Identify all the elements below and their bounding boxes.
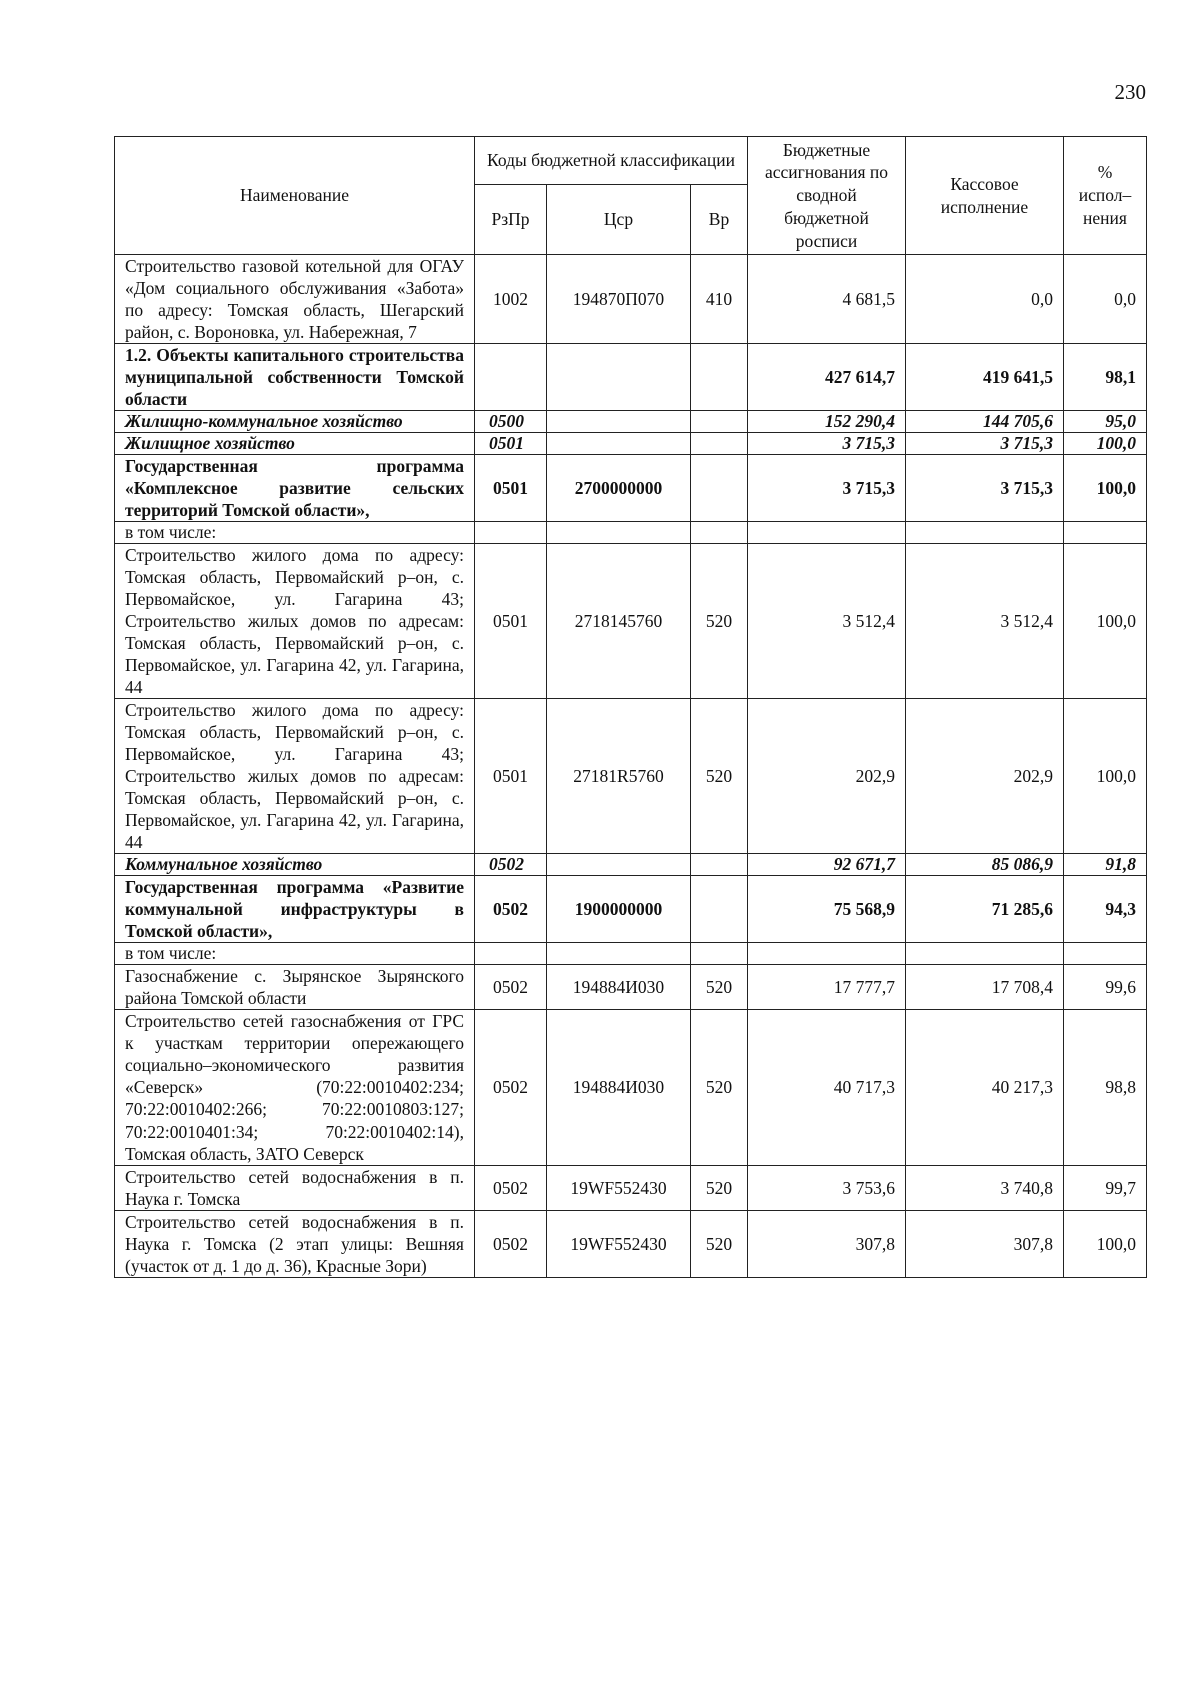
row-rzpr: 0501 xyxy=(475,543,547,698)
row-name: Жилищное хозяйство xyxy=(115,432,475,454)
row-name: в том числе: xyxy=(115,943,475,965)
row-csr: 1900000000 xyxy=(547,876,691,943)
table-row xyxy=(115,432,1147,454)
row-vr: 520 xyxy=(691,699,748,854)
table-row xyxy=(115,854,1147,876)
row-percent: 91,8 xyxy=(1064,854,1147,876)
header-percent: % испол–нения xyxy=(1064,137,1147,255)
row-name: Жилищно-коммунальное хозяйство xyxy=(115,411,475,433)
row-csr xyxy=(547,943,691,965)
row-budget: 427 614,7 xyxy=(748,344,906,411)
row-cash: 3 740,8 xyxy=(906,1165,1064,1210)
row-name: в том числе: xyxy=(115,521,475,543)
row-cash xyxy=(906,943,1064,965)
row-cash: 40 217,3 xyxy=(906,1010,1064,1165)
row-vr xyxy=(691,432,748,454)
row-vr: 520 xyxy=(691,965,748,1010)
row-rzpr xyxy=(475,344,547,411)
row-percent: 98,1 xyxy=(1064,344,1147,411)
row-vr xyxy=(691,344,748,411)
row-vr: 520 xyxy=(691,1010,748,1165)
row-budget xyxy=(748,521,906,543)
table-row xyxy=(115,344,1147,411)
row-vr: 520 xyxy=(691,1165,748,1210)
row-cash: 3 715,3 xyxy=(906,454,1064,521)
table-row xyxy=(115,699,1147,854)
row-vr: 410 xyxy=(691,255,748,344)
table-row xyxy=(115,965,1147,1010)
row-name: Газоснабжение с. Зырянское Зырянского района Томской области xyxy=(115,965,475,1010)
row-budget: 307,8 xyxy=(748,1210,906,1277)
row-rzpr: 0502 xyxy=(475,876,547,943)
table-row xyxy=(115,1210,1147,1277)
table-row xyxy=(115,454,1147,521)
row-csr: 194870П070 xyxy=(547,255,691,344)
row-vr xyxy=(691,943,748,965)
row-cash xyxy=(906,521,1064,543)
row-cash: 3 512,4 xyxy=(906,543,1064,698)
row-rzpr: 0501 xyxy=(475,454,547,521)
row-percent: 100,0 xyxy=(1064,699,1147,854)
row-rzpr: 0501 xyxy=(475,699,547,854)
header-csr: Цср xyxy=(547,185,691,255)
table-row xyxy=(115,543,1147,698)
row-rzpr: 0502 xyxy=(475,1210,547,1277)
header-name: Наименование xyxy=(115,137,475,255)
budget-execution-table xyxy=(114,136,1147,1278)
row-rzpr: 0501 xyxy=(475,432,547,454)
header-budget: Бюджетные ассигнования по сводной бюджетной росписи xyxy=(748,137,906,255)
row-percent xyxy=(1064,521,1147,543)
row-cash: 0,0 xyxy=(906,255,1064,344)
row-name: Строительство сетей газоснабжения от ГРС к участкам территории опережающего социально–экономического развития «Северск» (70:22:0010402:234; 70:22:0010402:266; 70:22:0010803:127; 70:22:0010401:34; 70:22:0010402:14), Томская область, ЗАТО Северск xyxy=(115,1010,475,1165)
row-percent: 100,0 xyxy=(1064,454,1147,521)
table-row xyxy=(115,1165,1147,1210)
row-csr: 19WF552430 xyxy=(547,1165,691,1210)
row-name: Строительство сетей водоснабжения в п. Наука г. Томска xyxy=(115,1165,475,1210)
row-name: Государственная программа «Развитие коммунальной инфраструктуры в Томской области», xyxy=(115,876,475,943)
row-name: Строительство жилого дома по адресу: Томская область, Первомайский р–он, с. Первомайское, ул. Гагарина 43; Строительство жилых домов по адресам: Томская область, Первомайский р–он, с. Первомайское, ул. Гагарина 42, ул. Гагарина, 44 xyxy=(115,543,475,698)
table-row xyxy=(115,876,1147,943)
header-vr: Вр xyxy=(691,185,748,255)
table-row xyxy=(115,1010,1147,1165)
row-csr: 19WF552430 xyxy=(547,1210,691,1277)
row-percent: 99,6 xyxy=(1064,965,1147,1010)
row-name: Государственная программа «Комплексное развитие сельских территорий Томской области», xyxy=(115,454,475,521)
page-number: 230 xyxy=(1114,80,1146,104)
header-rzpr: РзПр xyxy=(475,185,547,255)
row-percent: 99,7 xyxy=(1064,1165,1147,1210)
row-vr: 520 xyxy=(691,543,748,698)
row-budget: 202,9 xyxy=(748,699,906,854)
row-budget: 4 681,5 xyxy=(748,255,906,344)
row-percent: 95,0 xyxy=(1064,411,1147,433)
row-csr xyxy=(547,521,691,543)
row-vr: 520 xyxy=(691,1210,748,1277)
row-vr xyxy=(691,411,748,433)
row-budget: 92 671,7 xyxy=(748,854,906,876)
row-rzpr: 0502 xyxy=(475,965,547,1010)
row-name: Строительство сетей водоснабжения в п. Наука г. Томска (2 этап улицы: Вешняя (участок от д. 1 до д. 36), Красные Зори) xyxy=(115,1210,475,1277)
row-rzpr: 1002 xyxy=(475,255,547,344)
row-vr xyxy=(691,876,748,943)
header-codes: Коды бюджетной классификации xyxy=(475,137,748,185)
row-percent: 98,8 xyxy=(1064,1010,1147,1165)
table-row xyxy=(115,943,1147,965)
table-body xyxy=(115,255,1147,1278)
table-row xyxy=(115,411,1147,433)
row-budget: 3 753,6 xyxy=(748,1165,906,1210)
table-row xyxy=(115,255,1147,344)
row-name: Строительство газовой котельной для ОГАУ «Дом социального обслуживания «Забота» по адресу: Томская область, Шегарский район, с. Вороновка, ул. Набережная, 7 xyxy=(115,255,475,344)
row-vr xyxy=(691,521,748,543)
table-header xyxy=(115,137,1147,255)
row-cash: 3 715,3 xyxy=(906,432,1064,454)
row-rzpr: 0500 xyxy=(475,411,547,433)
row-csr xyxy=(547,344,691,411)
header-cash: Кассовое исполнение xyxy=(906,137,1064,255)
row-name: 1.2. Объекты капитального строительства муниципальной собственности Томской области xyxy=(115,344,475,411)
row-cash: 419 641,5 xyxy=(906,344,1064,411)
row-cash: 85 086,9 xyxy=(906,854,1064,876)
row-budget xyxy=(748,943,906,965)
row-csr: 2718145760 xyxy=(547,543,691,698)
row-budget: 3 512,4 xyxy=(748,543,906,698)
row-percent: 100,0 xyxy=(1064,1210,1147,1277)
row-budget: 152 290,4 xyxy=(748,411,906,433)
row-percent xyxy=(1064,943,1147,965)
row-rzpr xyxy=(475,521,547,543)
table-row xyxy=(115,521,1147,543)
row-csr: 194884И030 xyxy=(547,1010,691,1165)
row-budget: 3 715,3 xyxy=(748,432,906,454)
row-budget: 75 568,9 xyxy=(748,876,906,943)
row-cash: 17 708,4 xyxy=(906,965,1064,1010)
row-name: Строительство жилого дома по адресу: Томская область, Первомайский р–он, с. Первомайское, ул. Гагарина 43; Строительство жилых домов по адресам: Томская область, Первомайский р–он, с. Первомайское, ул. Гагарина 42, ул. Гагарина, 44 xyxy=(115,699,475,854)
row-rzpr: 0502 xyxy=(475,1165,547,1210)
row-csr: 194884И030 xyxy=(547,965,691,1010)
row-budget: 40 717,3 xyxy=(748,1010,906,1165)
row-cash: 307,8 xyxy=(906,1210,1064,1277)
row-percent: 0,0 xyxy=(1064,255,1147,344)
row-rzpr: 0502 xyxy=(475,1010,547,1165)
row-csr: 27181R5760 xyxy=(547,699,691,854)
row-cash: 144 705,6 xyxy=(906,411,1064,433)
row-csr xyxy=(547,854,691,876)
row-budget: 17 777,7 xyxy=(748,965,906,1010)
row-cash: 202,9 xyxy=(906,699,1064,854)
row-cash: 71 285,6 xyxy=(906,876,1064,943)
row-csr: 2700000000 xyxy=(547,454,691,521)
row-vr xyxy=(691,454,748,521)
row-percent: 94,3 xyxy=(1064,876,1147,943)
row-csr xyxy=(547,432,691,454)
row-percent: 100,0 xyxy=(1064,432,1147,454)
row-budget: 3 715,3 xyxy=(748,454,906,521)
row-csr xyxy=(547,411,691,433)
row-rzpr: 0502 xyxy=(475,854,547,876)
row-percent: 100,0 xyxy=(1064,543,1147,698)
row-vr xyxy=(691,854,748,876)
row-name: Коммунальное хозяйство xyxy=(115,854,475,876)
row-rzpr xyxy=(475,943,547,965)
